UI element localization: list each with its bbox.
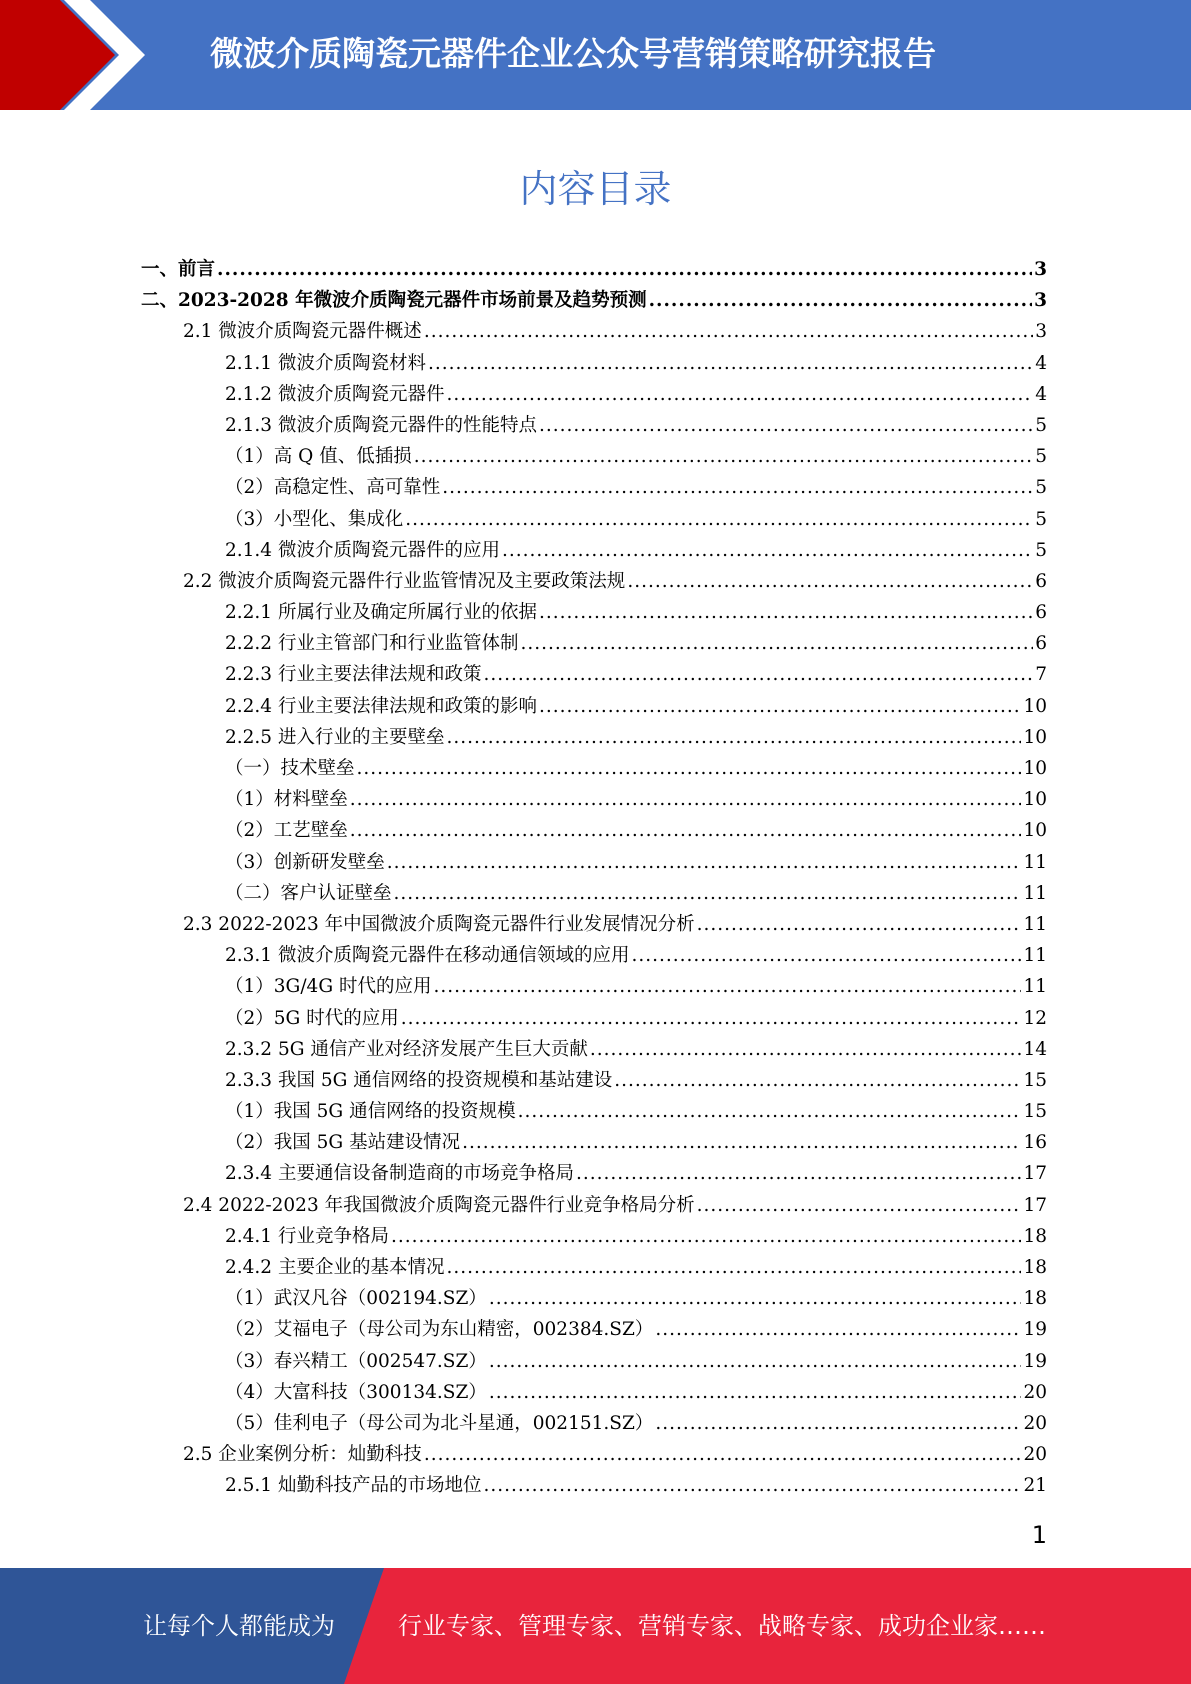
toc-entry[interactable] xyxy=(141,1283,1047,1314)
toc-leader-dots xyxy=(539,597,1033,628)
report-title: 微波介质陶瓷元器件企业公众号营销策略研究报告 xyxy=(210,34,936,73)
toc-entry-title: （2）5G 时代的应用 xyxy=(225,1007,399,1029)
toc-entry-page: 10 xyxy=(1023,695,1047,717)
toc-entry[interactable] xyxy=(141,1314,1047,1345)
toc-leader-dots xyxy=(414,441,1034,472)
toc-entry-page: 18 xyxy=(1023,1257,1047,1278)
toc-entry[interactable] xyxy=(141,1003,1047,1034)
toc-entry[interactable] xyxy=(141,784,1047,815)
toc-entry-title: （3）创新研发壁垒 xyxy=(225,851,385,873)
toc-entry-title: 2.4.2 主要企业的基本情况 xyxy=(225,1257,445,1278)
toc-entry[interactable] xyxy=(141,691,1047,722)
toc-entry-page: 15 xyxy=(1023,1069,1047,1091)
toc-entry-page: 18 xyxy=(1023,1288,1047,1310)
toc-leader-dots xyxy=(631,940,1021,971)
toc-entry[interactable] xyxy=(141,379,1047,410)
toc-entry-title: 2.2 微波介质陶瓷元器件行业监管情况及主要政策法规 xyxy=(183,570,626,592)
toc-leader-dots xyxy=(539,410,1033,441)
toc-entry-page: 11 xyxy=(1023,945,1047,967)
toc-leader-dots xyxy=(655,1408,1021,1439)
toc-leader-dots xyxy=(428,348,1033,379)
toc-entry[interactable] xyxy=(141,1065,1047,1096)
toc-leader-dots xyxy=(697,1190,1022,1221)
toc-entry[interactable] xyxy=(141,441,1047,472)
toc-entry[interactable] xyxy=(141,628,1047,659)
toc-entry-title: （5）佳利电子（母公司为北斗星通，002151.SZ） xyxy=(225,1412,654,1434)
toc-leader-dots xyxy=(489,1377,1022,1408)
toc-entry[interactable] xyxy=(141,1377,1047,1408)
toc-entry-title: 二、2023-2028 年微波介质陶瓷元器件市场前景及趋势预测 xyxy=(141,290,647,312)
toc-leader-dots xyxy=(357,753,1022,784)
toc-entry-page: 11 xyxy=(1023,976,1047,998)
toc-entry-title: （一）技术壁垒 xyxy=(225,758,355,779)
toc-entry-page: 19 xyxy=(1023,1319,1047,1341)
footer-banner xyxy=(0,1568,1191,1684)
toc-entry[interactable] xyxy=(141,1408,1047,1439)
toc-entry-page: 5 xyxy=(1035,508,1047,530)
toc-entry-title: 2.1.4 微波介质陶瓷元器件的应用 xyxy=(225,539,500,561)
toc-leader-dots xyxy=(387,847,1022,878)
toc-leader-dots xyxy=(462,1127,1021,1158)
toc-leader-dots xyxy=(446,379,1033,410)
toc-entry[interactable] xyxy=(141,940,1047,971)
toc-entry[interactable] xyxy=(141,1252,1047,1283)
toc-entry-title: 2.4 2022-2023 年我国微波介质陶瓷元器件行业竞争格局分析 xyxy=(183,1194,695,1216)
toc-leader-dots xyxy=(483,659,1033,690)
toc-entry-page: 5 xyxy=(1035,446,1047,468)
toc-entry-page: 6 xyxy=(1035,570,1047,592)
toc-entry-page: 3 xyxy=(1034,259,1047,280)
toc-entry[interactable] xyxy=(141,971,1047,1002)
toc-entry-title: 2.3.3 我国 5G 通信网络的投资规模和基站建设 xyxy=(225,1069,613,1091)
toc-entry[interactable] xyxy=(141,1096,1047,1127)
toc-entry-title: 2.2.3 行业主要法律法规和政策 xyxy=(225,664,482,686)
toc-entry[interactable] xyxy=(141,285,1047,316)
toc-entry-page: 14 xyxy=(1023,1038,1047,1060)
toc-entry-page: 3 xyxy=(1035,321,1047,343)
toc-leader-dots xyxy=(520,628,1033,659)
toc-leader-dots xyxy=(655,1314,1021,1345)
toc-entry-title: （1）材料壁垒 xyxy=(225,789,348,811)
toc-entry[interactable] xyxy=(141,878,1047,909)
toc-leader-dots xyxy=(446,722,1021,753)
toc-leader-dots xyxy=(442,472,1033,503)
toc-entry-page: 11 xyxy=(1023,882,1047,904)
toc-leader-dots xyxy=(424,316,1033,347)
toc-entry[interactable] xyxy=(141,1034,1047,1065)
toc-leader-dots xyxy=(576,1158,1021,1189)
toc-entry-title: 2.3.4 主要通信设备制造商的市场竞争格局 xyxy=(225,1163,574,1185)
toc-entry-title: （2）高稳定性、高可靠性 xyxy=(225,477,441,499)
toc-entry-page: 20 xyxy=(1023,1381,1047,1403)
toc-entry[interactable] xyxy=(141,597,1047,628)
toc-entry-title: 2.5.1 灿勤科技产品的市场地位 xyxy=(225,1475,482,1497)
toc-entry[interactable] xyxy=(141,1470,1047,1501)
toc-entry[interactable] xyxy=(141,504,1047,535)
toc-entry[interactable] xyxy=(141,472,1047,503)
toc-entry-title: （2）工艺壁垒 xyxy=(225,820,348,842)
toc-leader-dots xyxy=(489,1346,1022,1377)
toc-entry-title: （3）小型化、集成化 xyxy=(225,508,404,530)
toc-entry-page: 5 xyxy=(1035,539,1047,561)
toc-entry[interactable] xyxy=(141,348,1047,379)
toc-entry-title: 2.1 微波介质陶瓷元器件概述 xyxy=(183,321,422,343)
toc-leader-dots xyxy=(401,1003,1022,1034)
toc-leader-dots xyxy=(489,1283,1022,1314)
toc-leader-dots xyxy=(424,1439,1022,1470)
toc-entry[interactable] xyxy=(141,316,1047,347)
toc-entry-title: 2.3.1 微波介质陶瓷元器件在移动通信领域的应用 xyxy=(225,945,630,967)
toc-entry-title: （1）武汉凡谷（002194.SZ） xyxy=(225,1288,487,1310)
toc-entry-title: （二）客户认证壁垒 xyxy=(225,882,392,904)
toc-entry-title: （4）大富科技（300134.SZ） xyxy=(225,1381,487,1403)
toc-entry[interactable] xyxy=(141,659,1047,690)
toc-leader-dots xyxy=(217,254,1032,285)
toc-entry[interactable] xyxy=(141,1127,1047,1158)
toc-entry-page: 20 xyxy=(1023,1444,1047,1466)
toc-entry[interactable] xyxy=(141,847,1047,878)
toc-leader-dots xyxy=(614,1065,1021,1096)
toc-entry[interactable] xyxy=(141,1190,1047,1221)
toc-entry-page: 6 xyxy=(1035,602,1047,624)
toc-entry-page: 18 xyxy=(1023,1225,1047,1247)
toc-entry[interactable] xyxy=(141,1439,1047,1470)
toc-entry[interactable] xyxy=(141,722,1047,753)
toc-entry[interactable] xyxy=(141,566,1047,597)
toc-entry-page: 4 xyxy=(1035,383,1047,405)
toc-entry[interactable] xyxy=(141,815,1047,846)
toc-leader-dots xyxy=(627,566,1033,597)
toc-entry-title: （2）我国 5G 基站建设情况 xyxy=(225,1132,461,1154)
toc-leader-dots xyxy=(502,535,1033,566)
toc-entry-title: 2.3.2 5G 通信产业对经济发展产生巨大贡献 xyxy=(225,1038,588,1060)
toc-leader-dots xyxy=(394,878,1022,909)
toc-entry[interactable] xyxy=(141,1221,1047,1252)
toc-entry-title: 2.2.4 行业主要法律法规和政策的影响 xyxy=(225,695,537,717)
toc-entry-page: 10 xyxy=(1023,726,1047,748)
toc-entry-page: 17 xyxy=(1023,1194,1047,1216)
toc-entry-title: （2）艾福电子（母公司为东山精密，002384.SZ） xyxy=(225,1319,654,1341)
toc-entry-title: （1）我国 5G 通信网络的投资规模 xyxy=(225,1101,516,1123)
footer-slogan-left: 让每个人都能成为 xyxy=(143,1612,335,1640)
toc-entry[interactable] xyxy=(141,1158,1047,1189)
toc-entry-page: 10 xyxy=(1023,789,1047,811)
toc-entry-page: 10 xyxy=(1023,820,1047,842)
toc-entry-page: 16 xyxy=(1023,1132,1047,1154)
toc-entry-title: （3）春兴精工（002547.SZ） xyxy=(225,1350,487,1372)
toc-entry-title: 2.2.2 行业主管部门和行业监管体制 xyxy=(225,633,519,655)
table-of-contents xyxy=(141,254,1047,1502)
toc-entry-title: 2.1.1 微波介质陶瓷材料 xyxy=(225,352,426,374)
toc-entry[interactable] xyxy=(141,753,1047,784)
toc-entry-title: 2.1.2 微波介质陶瓷元器件 xyxy=(225,383,445,405)
toc-entry-page: 12 xyxy=(1023,1007,1047,1029)
toc-leader-dots xyxy=(539,691,1021,722)
toc-entry-title: 2.1.3 微波介质陶瓷元器件的性能特点 xyxy=(225,414,537,436)
toc-entry[interactable] xyxy=(141,1346,1047,1377)
toc-leader-dots xyxy=(350,784,1022,815)
toc-entry-page: 11 xyxy=(1023,913,1047,935)
toc-entry-page: 17 xyxy=(1023,1163,1047,1185)
header-bar xyxy=(0,0,1191,110)
toc-entry-title: （1）3G/4G 时代的应用 xyxy=(225,976,432,998)
toc-leader-dots xyxy=(433,971,1021,1002)
toc-leader-dots xyxy=(483,1470,1021,1501)
page-number: 1 xyxy=(1031,1521,1047,1549)
toc-entry-page: 19 xyxy=(1023,1350,1047,1372)
toc-leader-dots xyxy=(405,504,1033,535)
toc-entry-page: 6 xyxy=(1035,633,1047,655)
toc-entry[interactable] xyxy=(141,535,1047,566)
toc-leader-dots xyxy=(697,909,1022,940)
toc-entry-title: 一、前言 xyxy=(141,259,216,280)
toc-entry-page: 21 xyxy=(1023,1475,1047,1497)
toc-entry-page: 5 xyxy=(1035,477,1047,499)
toc-entry-title: 2.2.1 所属行业及确定所属行业的依据 xyxy=(225,602,537,624)
toc-entry-title: 2.5 企业案例分析：灿勤科技 xyxy=(183,1444,422,1466)
header-chevron-decoration xyxy=(0,0,150,110)
toc-entry-page: 11 xyxy=(1023,851,1047,873)
toc-entry[interactable] xyxy=(141,410,1047,441)
toc-leader-dots xyxy=(350,815,1022,846)
toc-entry-title: 2.4.1 行业竞争格局 xyxy=(225,1225,389,1247)
toc-entry-title: 2.2.5 进入行业的主要壁垒 xyxy=(225,726,445,748)
toc-entry[interactable] xyxy=(141,254,1047,285)
toc-entry-title: （1）高 Q 值、低插损 xyxy=(225,446,412,468)
toc-leader-dots xyxy=(446,1252,1021,1283)
toc-entry[interactable] xyxy=(141,909,1047,940)
footer-slogan-right: 行业专家、管理专家、营销专家、战略专家、成功企业家…… xyxy=(398,1612,1046,1640)
toc-leader-dots xyxy=(391,1221,1021,1252)
toc-entry-page: 5 xyxy=(1035,414,1047,436)
toc-leader-dots xyxy=(590,1034,1022,1065)
toc-leader-dots xyxy=(649,285,1033,316)
toc-entry-page: 4 xyxy=(1035,352,1047,374)
toc-entry-title: 2.3 2022-2023 年中国微波介质陶瓷元器件行业发展情况分析 xyxy=(183,913,695,935)
toc-entry-page: 7 xyxy=(1035,664,1047,686)
toc-heading: 内容目录 xyxy=(519,167,672,211)
toc-entry-page: 3 xyxy=(1034,290,1047,312)
toc-leader-dots xyxy=(518,1096,1022,1127)
toc-entry-page: 20 xyxy=(1023,1412,1047,1434)
toc-entry-page: 15 xyxy=(1023,1101,1047,1123)
toc-entry-page: 10 xyxy=(1023,758,1047,779)
